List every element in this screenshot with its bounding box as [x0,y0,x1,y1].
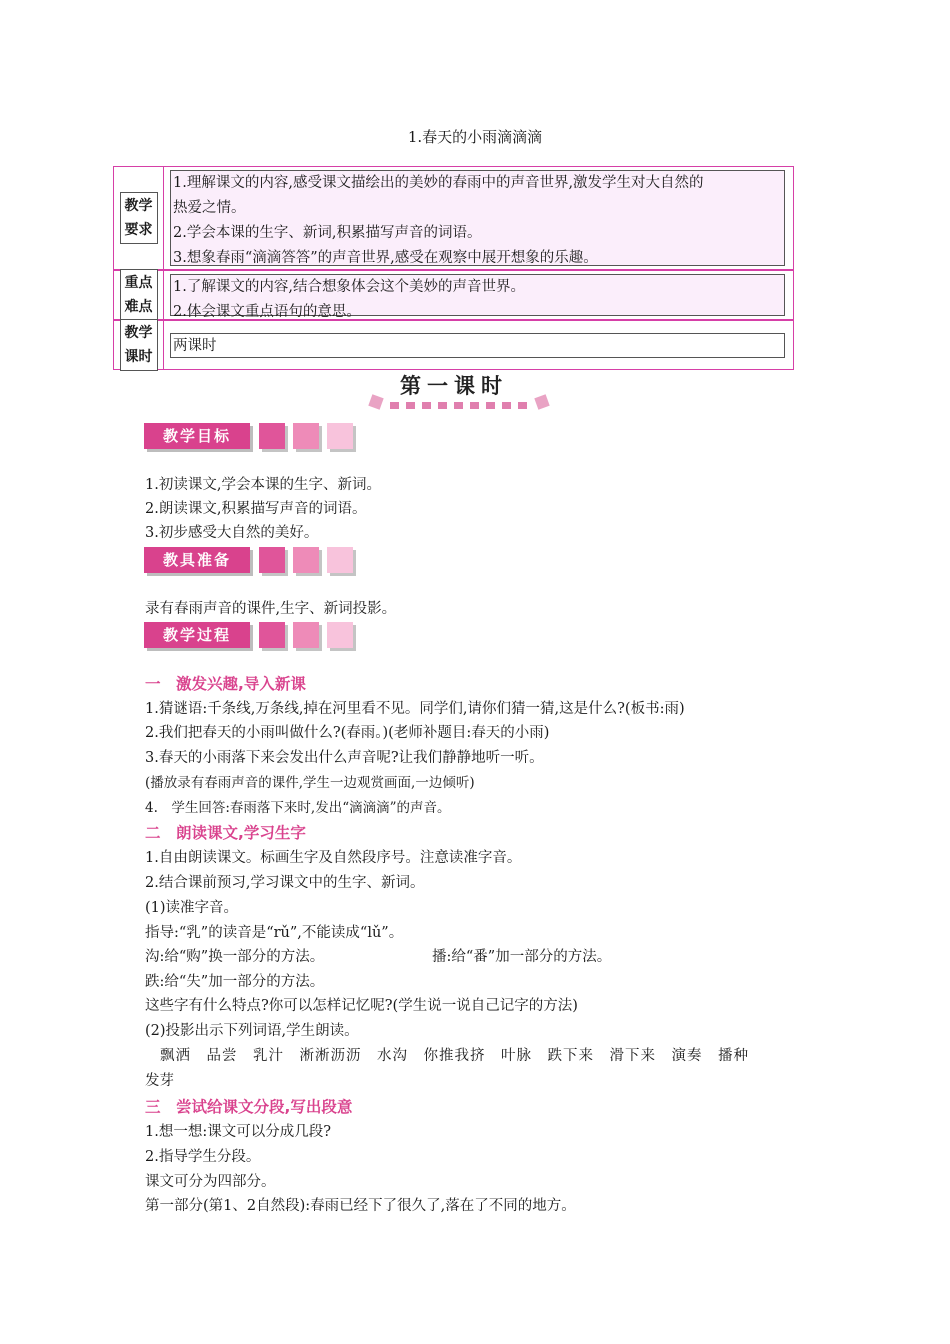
vocabulary-line: 飘洒 品尝 乳汁 淅淅沥沥 水沟 你推我挤 叶脉 跌下来 滑下来 演奏 播种 [160,1048,749,1064]
requirements-line: 3.想象春雨“滴滴答答”的声音世界,感受在观察中展开想象的乐趣。 [173,250,598,266]
section-heading: 一 激发兴趣,导入新课 [145,675,306,693]
class-hours-row [113,320,794,370]
class-hours-line: 两课时 [173,338,217,354]
key-points-row [113,270,794,320]
key-points-line: 1.了解课文的内容,结合想象体会这个美妙的声音世界。 [173,279,525,295]
section-line: (2)投影出示下列词语,学生朗读。 [145,1023,359,1039]
goal-item: 1.初读课文,学会本课的生字、新词。 [145,477,381,493]
requirements-line: 1.理解课文的内容,感受课文描绘出的美妙的春雨中的声音世界,激发学生对大自然的 [173,175,704,191]
section-line: 沟:给“购”换一部分的方法。 [145,949,325,965]
decor-square [327,547,353,573]
requirements-content [170,170,785,266]
decor-square [486,402,495,409]
tools-text: 录有春雨声音的课件,生字、新词投影。 [145,601,397,617]
section-heading: 三 尝试给课文分段,写出段意 [145,1098,353,1116]
section-line: (播放录有春雨声音的课件,学生一边观赏画面,一边倾听) [145,775,475,791]
decor-square [259,622,285,648]
lesson-heading-text: 第一课时 [400,374,508,398]
section-line: 2.我们把春天的小雨叫做什么?(春雨。)(老师补题目:春天的小雨) [145,725,550,741]
class-hours-content [170,333,785,358]
section-line: 第一部分(第1、2自然段):春雨已经下了很久了,落在了不同的地方。 [145,1198,576,1214]
requirements-label: 教学要求 [114,167,164,269]
vocabulary-line: 发芽 [145,1073,174,1089]
section-line: 3.春天的小雨落下来会发出什么声音呢?让我们静静地听一听。 [145,750,544,766]
decor-square [502,402,511,409]
document-title: 1.春天的小雨滴滴滴 [407,128,543,146]
section-line: 课文可分为四部分。 [145,1174,276,1190]
decor-square [259,423,285,449]
requirements-line: 热爱之情。 [173,200,246,216]
decor-square [293,622,319,648]
key-points-content [170,274,785,320]
lesson-heading [370,368,560,418]
key-points-label: 重点难点 [114,271,164,319]
decor-square [293,547,319,573]
goal-item: 3.初步感受大自然的美好。 [145,525,319,541]
requirements-line: 2.学会本课的生字、新词,积累描写声音的词语。 [173,225,482,241]
section-line: 播:给“番”加一部分的方法。 [432,949,612,965]
section-line: 指导:“乳”的读音是“rǔ”,不能读成“lǔ”。 [145,925,404,941]
goal-item: 2.朗读课文,积累描写声音的词语。 [145,501,367,517]
decor-square [327,423,353,449]
decor-square [518,402,527,409]
section-line: 2.指导学生分段。 [145,1149,261,1165]
section-line: 1.想一想:课文可以分成几段? [145,1124,331,1140]
decor-square [534,394,549,409]
decor-square [293,423,319,449]
decor-square [470,402,479,409]
decor-square [438,402,447,409]
decor-square [422,402,431,409]
tools-banner-label: 教具准备 [144,547,250,573]
section-line: 4. 学生回答:春雨落下来时,发出“滴滴滴”的声音。 [145,800,451,816]
process-banner-label: 教学过程 [144,622,250,648]
section-line: 2.结合课前预习,学习课文中的生字、新词。 [145,875,425,891]
section-line: (1)读准字音。 [145,900,239,916]
decor-square [327,622,353,648]
section-line: 1.自由朗读课文。标画生字及自然段序号。注意读准字音。 [145,850,522,866]
section-line: 这些字有什么特点?你可以怎样记忆呢?(学生说一说自己记字的方法) [145,998,578,1014]
decor-square [390,402,399,409]
decor-square [259,547,285,573]
section-line: 1.猜谜语:千条线,万条线,掉在河里看不见。同学们,请你们猜一猜,这是什么?(板书:雨) [145,701,685,717]
section-line: 跌:给“失”加一部分的方法。 [145,974,325,990]
goals-banner-label: 教学目标 [144,423,250,449]
decor-square [368,394,383,409]
section-heading: 二 朗读课文,学习生字 [145,824,306,842]
decor-square [406,402,415,409]
requirements-row [113,166,794,270]
class-hours-label: 教学课时 [114,321,164,369]
key-points-line: 2.体会课文重点语句的意思。 [173,304,361,320]
decor-square [454,402,463,409]
